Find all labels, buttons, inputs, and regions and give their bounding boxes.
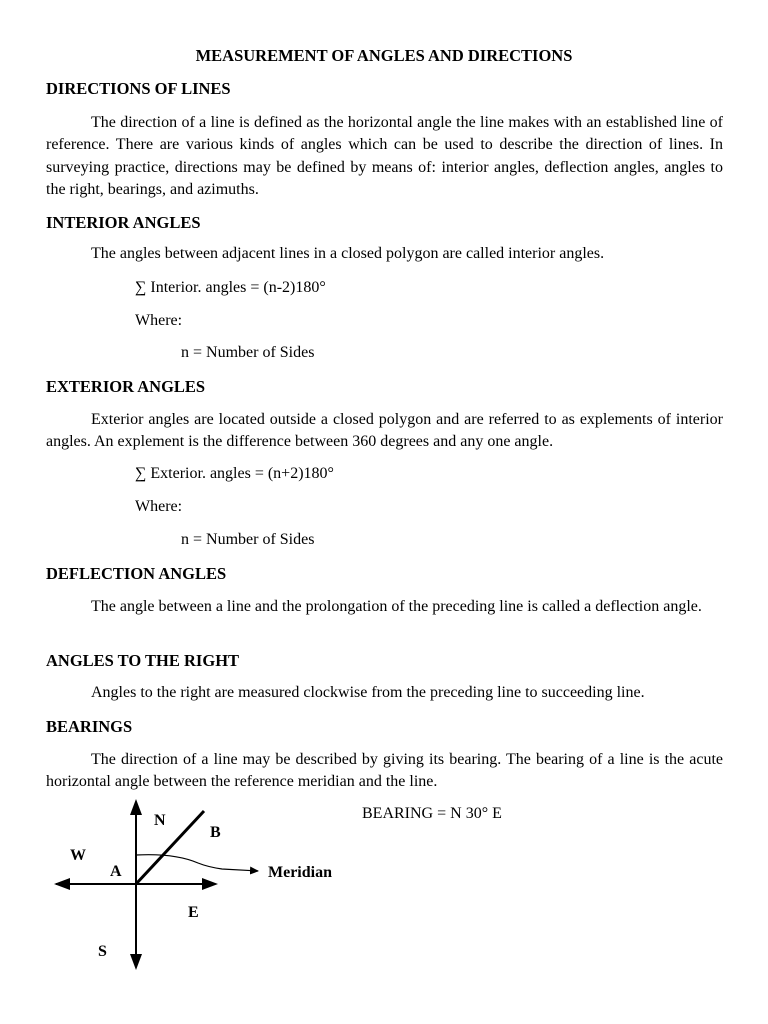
- heading-angles-right: ANGLES TO THE RIGHT: [46, 651, 240, 670]
- heading-deflection: DEFLECTION ANGLES: [46, 564, 227, 583]
- line-ab: [136, 811, 204, 884]
- paragraph-bearings: The direction of a line may be described by giving its bearing. The bearing of a line is the acute horizontal angle between the reference meridian and the line.: [46, 751, 723, 791]
- paragraph-interior: The angles between adjacent lines in a closed polygon are called interior angles.: [91, 245, 605, 262]
- bearing-example: BEARING = N 30° E: [362, 805, 502, 822]
- exterior-where: Where:: [135, 498, 183, 515]
- exterior-n-definition: n = Number of Sides: [181, 531, 315, 548]
- interior-where: Where:: [135, 312, 183, 329]
- label-west: W: [70, 847, 86, 864]
- east-arrowhead: [202, 878, 218, 890]
- north-arrowhead: [130, 799, 142, 815]
- paragraph-deflection: The angle between a line and the prolongation of the preceding line is called a deflection angle.: [91, 598, 702, 615]
- heading-directions: DIRECTIONS OF LINES: [46, 79, 231, 98]
- heading-bearings: BEARINGS: [46, 717, 133, 736]
- paragraph-angles-right: Angles to the right are measured clockwise from the preceding line to succeeding line.: [91, 684, 645, 701]
- label-a: A: [110, 863, 122, 880]
- south-arrowhead: [130, 954, 142, 970]
- exterior-formula: ∑ Exterior. angles = (n+2)180°: [135, 465, 334, 482]
- label-b: B: [210, 824, 221, 841]
- west-arrowhead: [54, 878, 70, 890]
- interior-formula: ∑ Interior. angles = (n-2)180°: [135, 279, 326, 296]
- page-title: MEASUREMENT OF ANGLES AND DIRECTIONS: [195, 46, 573, 65]
- paragraph-directions: The direction of a line is defined as the horizontal angle the line makes with an established line of reference. There are various kinds of angles which can be used to describe the direction of lines. In surveying practice, directions may be defined by means of: interior angles, deflection angles, angles to the right, bearings, and azimuths.: [46, 114, 723, 198]
- paragraph-exterior: Exterior angles are located outside a closed polygon and are referred to as explements of interior angles. An explement is the difference between 360 degrees and any one angle.: [46, 411, 723, 451]
- bearing-diagram: [40, 795, 360, 975]
- label-east: E: [188, 904, 199, 921]
- interior-n-definition: n = Number of Sides: [181, 344, 315, 361]
- label-meridian: Meridian: [268, 864, 332, 881]
- label-north: N: [154, 812, 166, 829]
- heading-interior: INTERIOR ANGLES: [46, 213, 201, 232]
- label-south: S: [98, 943, 107, 960]
- heading-exterior: EXTERIOR ANGLES: [46, 377, 206, 396]
